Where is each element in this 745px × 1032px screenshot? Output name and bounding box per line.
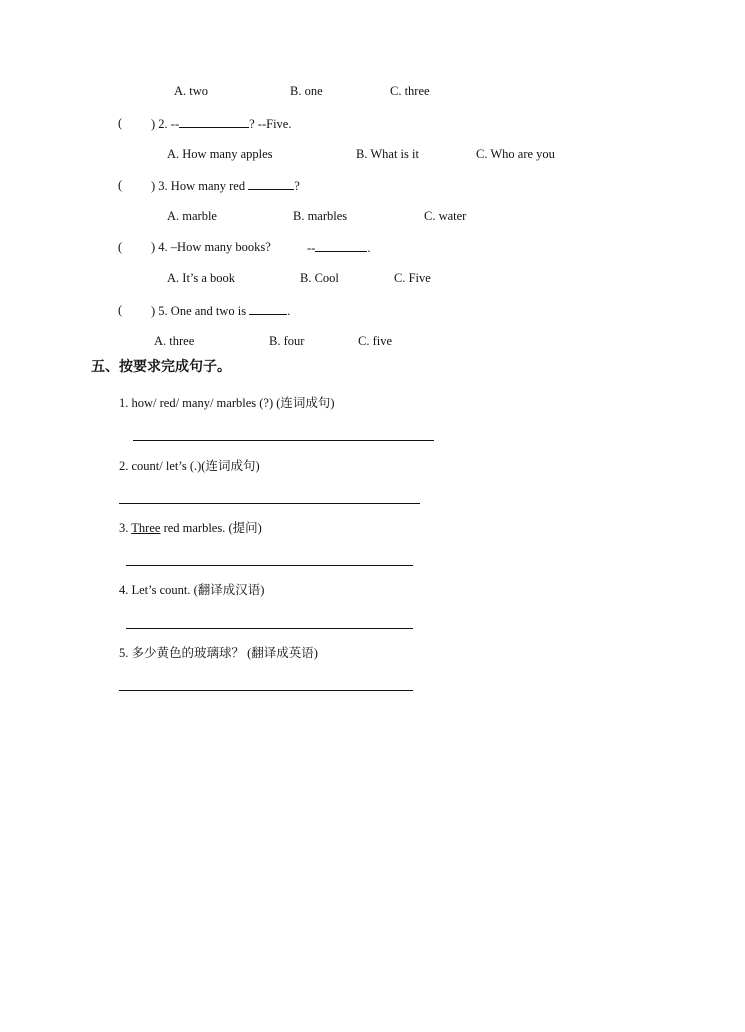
q4-option-c: C. Five (394, 271, 431, 285)
q1-option-b: B. one (290, 84, 323, 98)
q2-prefix: 2. -- (158, 117, 180, 131)
sentence-item-4: 4. Let’s count. (翻译成汉语) (119, 583, 265, 597)
q5-option-b: B. four (269, 334, 305, 348)
q2-option-a: A. How many apples (167, 147, 273, 161)
underlined-word: Three (131, 521, 161, 535)
answer-blank[interactable] (249, 302, 287, 315)
q4-mid: -- (307, 241, 316, 255)
q3-open-paren: ( (118, 178, 123, 192)
sentence-item-5: 5. 多少黄色的玻璃球？ (翻译成英语) (119, 646, 318, 660)
answer-blank[interactable] (315, 239, 367, 252)
q2-close-paren: ) (151, 117, 156, 131)
q5-suffix: . (287, 304, 291, 318)
q5-option-c: C. five (358, 334, 393, 348)
sentence-item-3 (119, 520, 262, 536)
q3-question (151, 177, 300, 194)
q1-option-c: C. three (390, 84, 430, 98)
q3-option-c: C. water (424, 209, 467, 223)
q4-option-b: B. Cool (300, 271, 339, 285)
q4-answer (307, 239, 370, 256)
q3-option-a: A. marble (167, 209, 217, 223)
q5-open-paren: ( (118, 303, 123, 317)
answer-blank[interactable] (248, 177, 294, 190)
answer-blank[interactable] (179, 115, 249, 128)
item-3-number: 3. (119, 521, 132, 535)
q4-prefix: 4. –How many books? (158, 240, 271, 254)
q4-suffix: . (367, 241, 371, 255)
q4-option-a: A. It’s a book (167, 271, 236, 285)
q2-option-c: C. Who are you (476, 147, 555, 161)
q3-suffix: ? (294, 179, 300, 193)
answer-line[interactable] (133, 440, 434, 441)
section-heading: 五、按要求完成句子。 (91, 359, 231, 375)
answer-line[interactable] (126, 628, 413, 629)
q3-prefix: 3. How many red (158, 179, 246, 193)
q5-prefix: 5. One and two is (158, 304, 247, 318)
q4-close-paren: ) (151, 240, 156, 254)
sentence-item-2: 2. count/ let’s (.)(连词成句) (119, 459, 260, 473)
q2-open-paren: ( (118, 116, 123, 130)
q1-option-a: A. two (174, 84, 209, 98)
q5-close-paren: ) (151, 304, 156, 318)
q3-option-b: B. marbles (293, 209, 348, 223)
answer-line[interactable] (126, 565, 413, 566)
q5-question (151, 302, 290, 319)
sentence-item-1: 1. how/ red/ many/ marbles (?) (连词成句) (119, 396, 335, 410)
q4-question (151, 239, 271, 255)
q5-option-a: A. three (154, 334, 195, 348)
q2-option-b: B. What is it (356, 147, 419, 161)
answer-line[interactable] (119, 503, 420, 504)
q4-open-paren: ( (118, 240, 123, 254)
q2-suffix: ? --Five. (249, 117, 292, 131)
q2-question (151, 115, 291, 132)
answer-line[interactable] (119, 690, 413, 691)
item-3-rest: red marbles. (提问) (160, 521, 262, 535)
q3-close-paren: ) (151, 179, 156, 193)
